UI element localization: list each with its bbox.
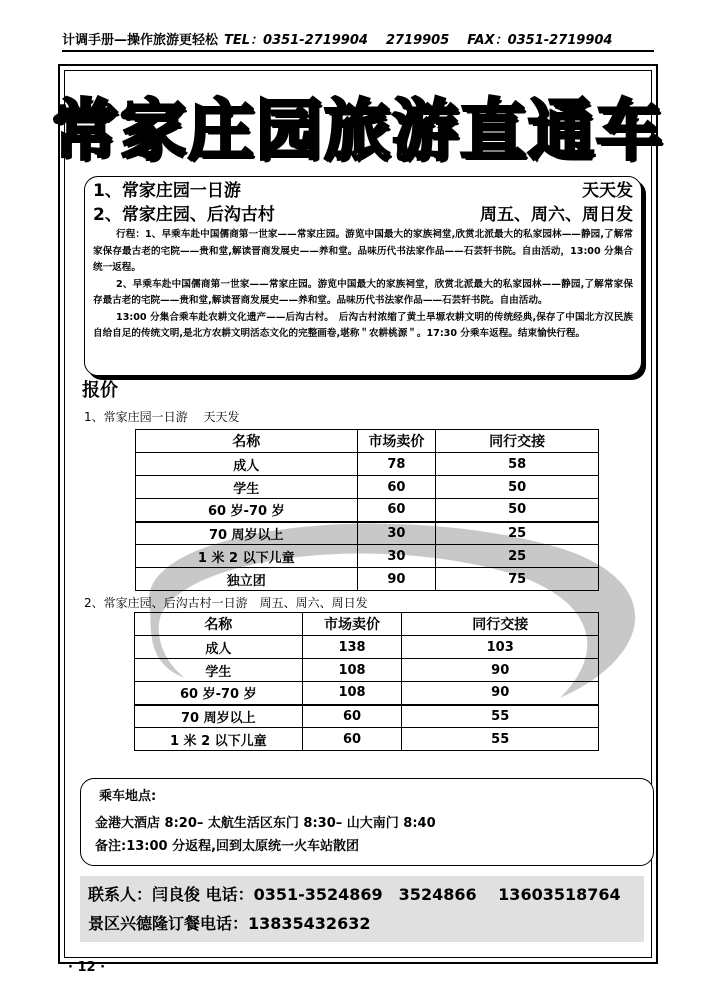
table-row (135, 636, 599, 659)
page-header (62, 30, 654, 52)
table-row (136, 522, 599, 545)
table-cell: 138 (302, 636, 402, 659)
table-header-row (136, 430, 599, 453)
table-cell: 70 周岁以上 (136, 522, 358, 545)
route-row-1 (93, 179, 633, 203)
table-header-cell: 同行交接 (436, 430, 599, 453)
header-tel: TEL：0351-2719904 (224, 33, 368, 48)
table-header-row (135, 613, 599, 636)
table-row (135, 682, 599, 705)
route-row-2 (93, 203, 633, 227)
table-cell: 70 周岁以上 (135, 705, 303, 728)
table1-caption: 1、常家庄园一日游 天天发 (84, 410, 240, 424)
itinerary-box (84, 176, 642, 376)
table-cell: 学生 (136, 476, 358, 499)
table-header-cell: 同行交接 (402, 613, 599, 636)
itinerary-para-2: 2、早乘车赴中国儒商第一世家——常家庄园。游览中国最大的家族祠堂，欣赏北派最大的私家园林——静园,了解常家保存最古老的宅院——贵和堂,解读晋商发展史——养和堂。品味历代书法家作品——石芸轩书院。自由活动。 (93, 278, 633, 306)
table-cell: 108 (302, 682, 402, 705)
table-row (135, 728, 599, 751)
table-row (136, 453, 599, 476)
page-number: · 12 · (68, 960, 106, 975)
table-header-cell: 市场卖价 (302, 613, 402, 636)
table-header-cell: 名称 (135, 613, 303, 636)
table-cell: 108 (302, 659, 402, 682)
table-cell: 55 (402, 705, 599, 728)
table-cell: 60 (357, 499, 436, 522)
table-cell: 30 (357, 522, 436, 545)
table-cell: 58 (436, 453, 599, 476)
table-cell: 50 (436, 476, 599, 499)
route-schedule-2: 周五、周六、周日发 (480, 205, 633, 225)
boarding-title: 乘车地点: (99, 789, 157, 804)
contact-line-2: 景区兴德隆订餐电话：13835432632 (88, 914, 371, 933)
table-header-cell: 市场卖价 (357, 430, 436, 453)
table-cell: 60 岁-70 岁 (136, 499, 358, 522)
table-header-cell: 名称 (136, 430, 358, 453)
table-cell: 30 (357, 545, 436, 568)
route-name-2: 2、常家庄园、后沟古村 (93, 205, 275, 225)
table-cell: 50 (436, 499, 599, 522)
table-cell: 90 (357, 568, 436, 591)
price-table-2 (134, 612, 599, 751)
pricing-title: 报价 (82, 380, 118, 401)
boarding-note: 备注:13:00 分返程,回到太原统一火车站散团 (95, 839, 360, 854)
table-row (136, 568, 599, 591)
boarding-box (80, 778, 654, 866)
table-cell: 78 (357, 453, 436, 476)
boarding-locations: 金港大酒店 8:20– 太航生活区东门 8:30– 山大南门 8:40 (95, 816, 436, 831)
table-cell: 90 (402, 682, 599, 705)
table-cell: 90 (402, 659, 599, 682)
table-row (135, 659, 599, 682)
table2-caption: 2、常家庄园、后沟古村一日游 周五、周六、周日发 (84, 596, 368, 610)
table-cell: 学生 (135, 659, 303, 682)
contact-line-1: 联系人：闫良俊 电话：0351-3524869 3524866 13603518764 (88, 885, 621, 904)
itinerary-para-3: 13:00 分集合乘车赴农耕文化遗产——后沟古村。 后沟古村浓缩了黄土旱塬农耕文明的传统经典,保存了中国北方汉民族自给自足的传统文明,是北方农耕文明活态文化的完整画卷,堪称＂农耕桃源＂。17:30 分乘车返程。结束愉快行程。 (93, 311, 633, 339)
table-cell: 25 (436, 545, 599, 568)
table-cell: 60 岁-70 岁 (135, 682, 303, 705)
table-cell: 1 米 2 以下儿童 (135, 728, 303, 751)
header-tel2: 2719905 (385, 33, 450, 48)
table-cell: 60 (302, 728, 402, 751)
table-cell: 独立团 (136, 568, 358, 591)
table-cell: 成人 (135, 636, 303, 659)
table-row (136, 545, 599, 568)
table-cell: 55 (402, 728, 599, 751)
table-cell: 60 (302, 705, 402, 728)
table-cell: 25 (436, 522, 599, 545)
table-cell: 1 米 2 以下儿童 (136, 545, 358, 568)
table-cell: 103 (402, 636, 599, 659)
table-row (136, 499, 599, 522)
price-table-1 (135, 429, 599, 591)
itinerary-text (93, 227, 633, 343)
banner-title: 常家庄园旅游直通车 (52, 91, 664, 169)
table-row (135, 705, 599, 728)
table-cell: 成人 (136, 453, 358, 476)
table-row (136, 476, 599, 499)
contact-box (80, 876, 644, 942)
header-fax: FAX：0351-2719904 (467, 33, 613, 48)
header-slogan: 计调手册—操作旅游更轻松 (62, 33, 219, 48)
route-name-1: 1、常家庄园一日游 (93, 181, 241, 201)
itinerary-para-1: 行程：1、早乘车赴中国儒商第一世家——常家庄园。游览中国最大的家族祠堂,欣赏北派最大的私家园林——静园,了解常家保存最古老的宅院——贵和堂,解读晋商发展史——养和堂。品味历代书法家作品——石芸轩书院。自由活动，13:00 分集合统一返程。 (93, 229, 633, 273)
route-schedule-1: 天天发 (582, 181, 633, 201)
table-cell: 75 (436, 568, 599, 591)
table-cell: 60 (357, 476, 436, 499)
